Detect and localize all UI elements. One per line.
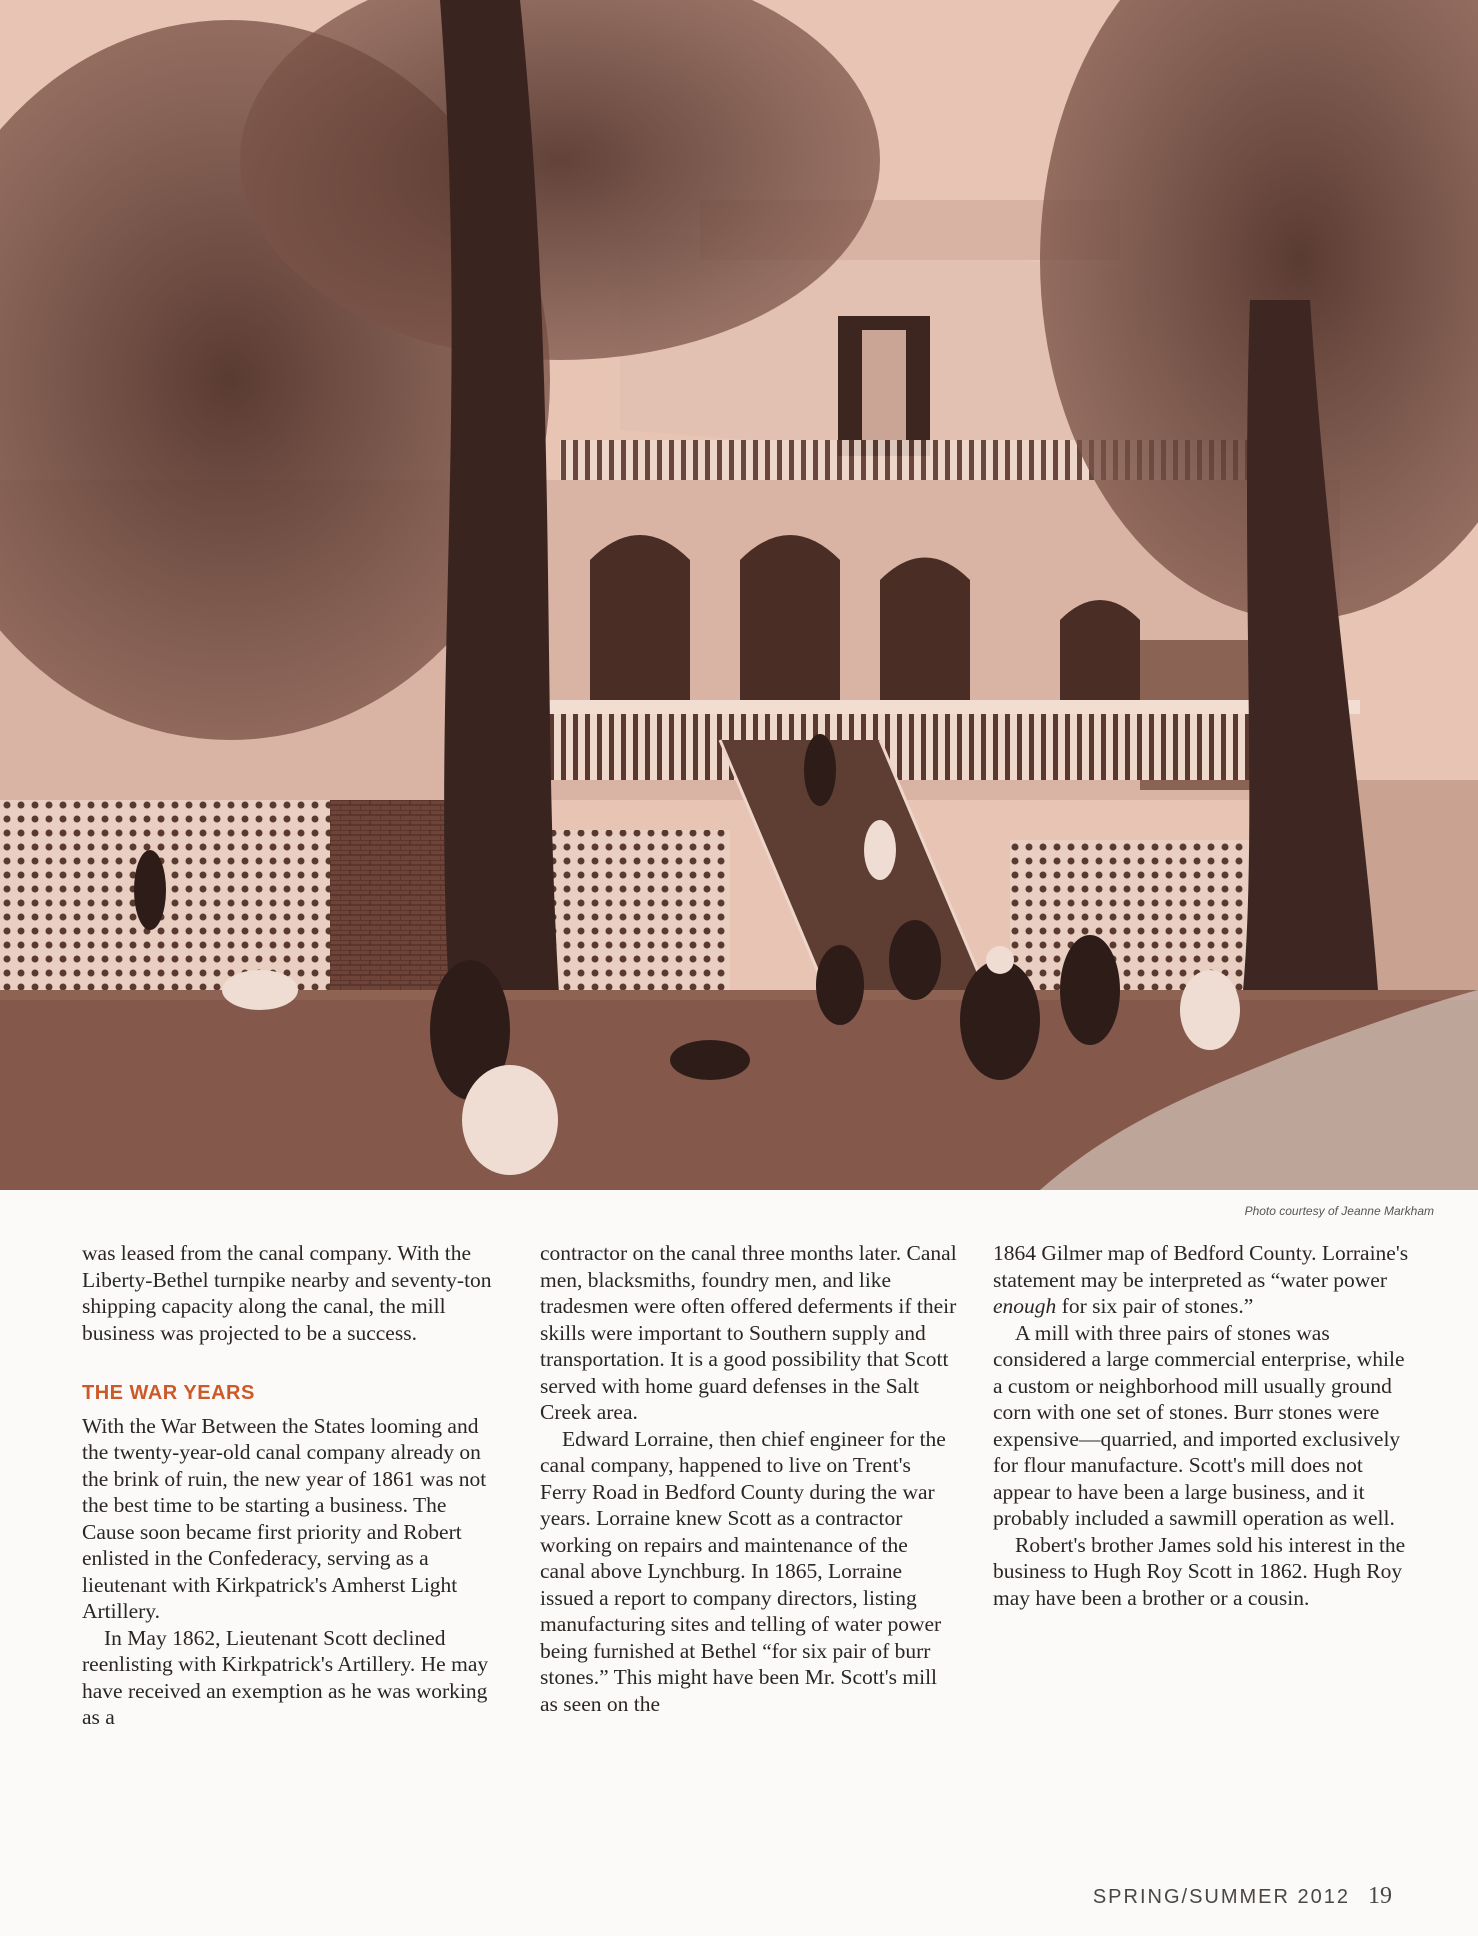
paragraph: contractor on the canal three months later. Canal men, blacksmiths, foundry men, and like tradesmen were often offered deferments if their skills were important to Southern supply and transportation. It is a good possibility that Scott served with home guard defenses in the Salt Creek area.	[540, 1241, 957, 1424]
article-column-3	[993, 1240, 1411, 1611]
paragraph: was leased from the canal company. With the Liberty-Bethel turnpike nearby and seventy-ton shipping capacity along the canal, the mill business was projected to be a success.	[82, 1241, 492, 1345]
text-run: 1864 Gilmer map of Bedford County. Lorraine's statement may be interpreted as “water power	[993, 1241, 1409, 1292]
section-heading: THE WAR YEARS	[82, 1382, 255, 1404]
page-footer	[1093, 1883, 1392, 1910]
paragraph: Robert's brother James sold his interest in the business to Hugh Roy Scott in 1862. Hugh Roy may have been a brother or a cousin.	[993, 1532, 1406, 1610]
article-column-1	[82, 1240, 500, 1731]
paragraph	[993, 1240, 1411, 1320]
photo-credit: Photo courtesy of Jeanne Markham	[1244, 1204, 1434, 1218]
paragraph: In May 1862, Lieutenant Scott declined reenlisting with Kirkpatrick's Artillery. He may have received an exemption as he was working as a	[82, 1625, 489, 1729]
paragraph: Edward Lorraine, then chief engineer for the canal company, happened to live on Trent's Ferry Road in Bedford County during the war years. Lorraine knew Scott as a contractor working on repairs and maintenance of the canal above Lynchburg. In 1865, Lorraine issued a report to company directors, listing manufacturing sites and telling of water power being furnished at Bethel “for six pair of burr stones.” This might have been Mr. Scott's mill as seen on the	[540, 1426, 946, 1716]
paragraph: A mill with three pairs of stones was considered a large commercial enterprise, while a custom or neighborhood mill usually ground corn with one set of stones. Burr stones were expensive—quarried, and imported exclusively for flour manufacture. Scott's mill does not appear to have been a large business, and it probably included a sawmill operation as well.	[993, 1320, 1405, 1530]
paragraph: With the War Between the States looming and the twenty-year-old canal company already on the brink of ruin, the new year of 1861 was not the best time to be starting a business. The Cause soon became first priority and Robert enlisted in the Confederacy, serving as a lieutenant with Kirkpatrick's Amherst Light Artillery.	[82, 1413, 487, 1623]
page-number: 19	[1368, 1883, 1392, 1909]
emphasis: enough	[993, 1294, 1057, 1318]
issue-label: SPRING/SUMMER 2012	[1092, 1886, 1350, 1908]
text-run: for six pair of stones.”	[1056, 1294, 1254, 1318]
article-column-2	[540, 1240, 958, 1717]
